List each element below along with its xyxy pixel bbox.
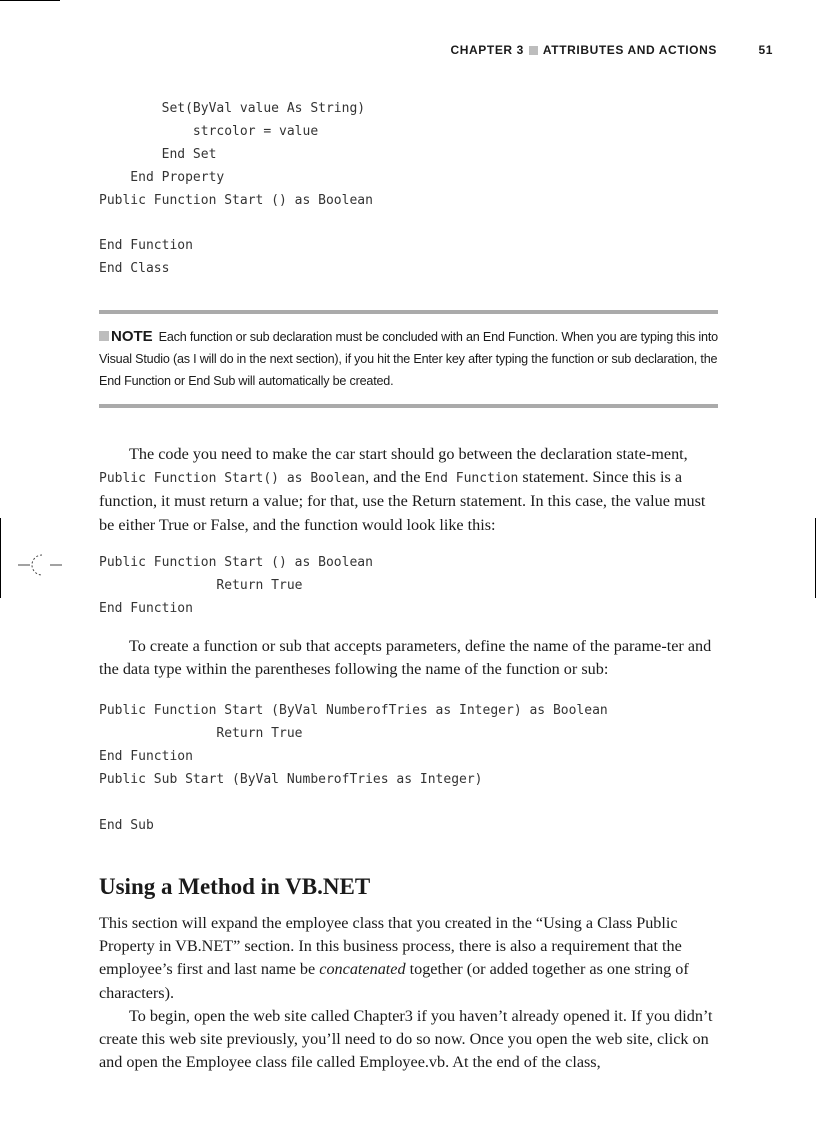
para-text: The code you need to make the car start should go between the declaration state-ment, xyxy=(129,445,688,463)
code-block-return-true: Public Function Start () as Boolean Return True End Function xyxy=(99,555,373,616)
paragraph-open-website: To begin, open the web site called Chapter3 if you haven’t already opened it. If you didn’t create this web site previously, you’ll need to do so now. Once you open the web site, click on and open the Employee class file called Employee.vb. At the end of the class, xyxy=(99,1007,713,1072)
note-box xyxy=(99,310,718,408)
code-block-property: Set(ByVal value As String) strcolor = value End Set End Property Public Function Start () as Boolean End Function End Class xyxy=(99,101,373,277)
edge-mark-left xyxy=(0,518,1,598)
para-text: together (or added together as one string of characters). xyxy=(99,960,689,1002)
paragraph-employee-class xyxy=(99,912,719,1005)
paragraph-start-function xyxy=(99,443,719,537)
note-text: Each function or sub declaration must be concluded with an End Function. When you are typing this into Visual Studio (as I will do in the next section), if you hit the Enter key after typing the function or sub declaration, the End Function or End Sub will automatically be created. xyxy=(99,330,718,388)
code-block-parameters: Public Function Start (ByVal NumberofTries as Integer) as Boolean Return True End Function Public Sub Start (ByVal NumberofTries as Integer) End Sub xyxy=(99,703,608,833)
section-heading: Using a Method in VB.NET xyxy=(99,874,371,899)
emphasis-text: concatenated xyxy=(319,960,406,979)
registration-mark-icon xyxy=(18,553,62,577)
para-text: This section will expand the employee class that you created in the “Using a Class Public Property in VB.NET” section. In this business process, there is also a requirement that the employee’s first and last name be xyxy=(99,914,682,979)
running-head xyxy=(99,43,773,59)
para-text: , and the xyxy=(365,468,425,487)
note-square-icon xyxy=(99,331,109,341)
separator-square-icon xyxy=(529,46,538,55)
chapter-label: CHAPTER 3 xyxy=(450,43,524,57)
inline-code: Public Function Start() as Boolean xyxy=(99,471,366,487)
paragraph-parameters: To create a function or sub that accepts parameters, define the name of the parame-ter and the data type within the parentheses following the name of the function or sub: xyxy=(99,637,712,679)
chapter-title xyxy=(450,43,717,57)
crop-mark-top xyxy=(0,0,60,1)
note-label: NOTE xyxy=(111,328,153,345)
para-text: statement. Since this is a function, it must return a value; for that, use the Return statement. In this case, the value must be either True or False, and the function would look like this: xyxy=(99,468,706,534)
inline-code: End Function xyxy=(424,471,519,487)
page-number: 51 xyxy=(758,43,773,57)
chapter-name: ATTRIBUTES AND ACTIONS xyxy=(542,43,717,57)
